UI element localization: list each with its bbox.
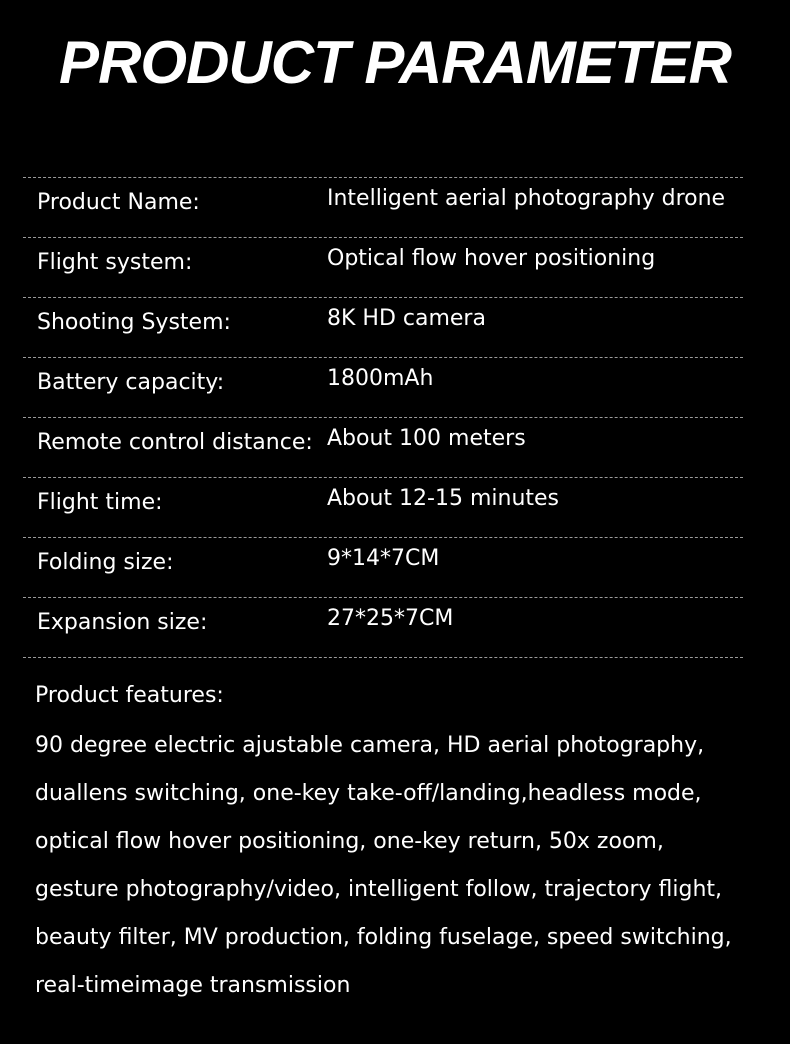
spec-label: Flight time: <box>37 490 163 515</box>
spec-label: Shooting System: <box>37 310 231 335</box>
spec-label: Folding size: <box>37 550 174 575</box>
feature-line: beauty filter, MV production, folding fuselage, speed switching, <box>35 925 732 950</box>
features-title: Product features: <box>35 683 224 708</box>
spec-label: Expansion size: <box>37 610 208 635</box>
spec-label: Product Name: <box>37 190 200 215</box>
spec-table <box>23 177 743 658</box>
spec-label: Remote control distance: <box>37 430 313 455</box>
feature-line: gesture photography/video, intelligent follow, trajectory flight, <box>35 877 723 902</box>
spec-value: 8K HD camera <box>327 306 486 331</box>
spec-row <box>23 177 743 237</box>
spec-value: 1800mAh <box>327 366 434 391</box>
page-title: PRODUCT PARAMETER <box>59 29 731 96</box>
feature-line: 90 degree electric ajustable camera, HD aerial photography, <box>35 733 705 758</box>
spec-row <box>23 477 743 537</box>
spec-label: Flight system: <box>37 250 193 275</box>
spec-value: About 100 meters <box>327 426 526 451</box>
spec-value: 9*14*7CM <box>327 546 440 571</box>
spec-value: Optical flow hover positioning <box>327 246 656 271</box>
spec-label: Battery capacity: <box>37 370 225 395</box>
spec-row <box>23 597 743 658</box>
spec-row <box>23 537 743 597</box>
spec-value: Intelligent aerial photography drone <box>327 186 726 211</box>
spec-value: 27*25*7CM <box>327 606 454 631</box>
spec-row <box>23 417 743 477</box>
feature-line: optical flow hover positioning, one-key return, 50x zoom, <box>35 829 664 854</box>
spec-row <box>23 237 743 297</box>
feature-line: duallens switching, one-key take-off/landing,headless mode, <box>35 781 702 806</box>
spec-row <box>23 297 743 357</box>
spec-row <box>23 357 743 417</box>
feature-line: real-timeimage transmission <box>35 973 351 998</box>
features-section <box>35 676 765 1012</box>
spec-value: About 12-15 minutes <box>327 486 560 511</box>
